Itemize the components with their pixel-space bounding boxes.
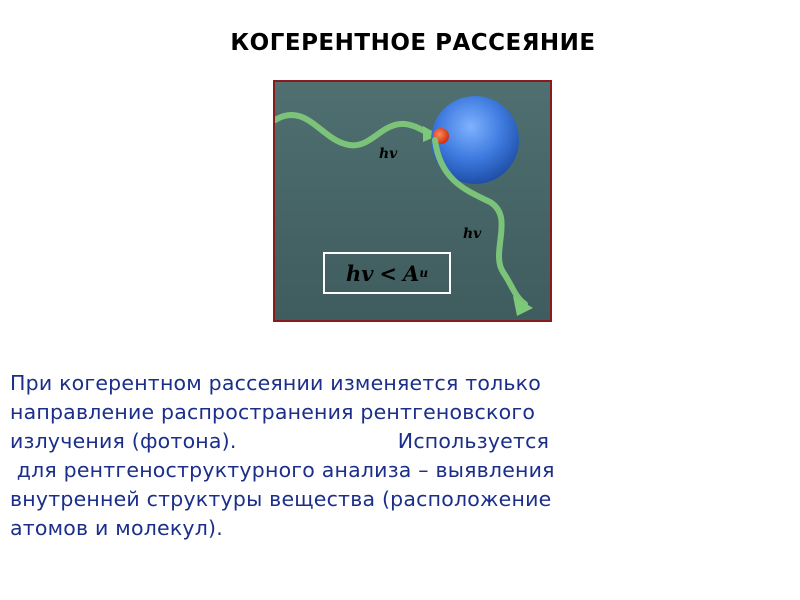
body-line-4: для рентгеноструктурного анализа – выявления: [10, 458, 555, 482]
coherent-scattering-figure: [273, 80, 552, 322]
body-line-6: атомов и молекул).: [10, 516, 223, 540]
body-paragraph: [10, 369, 794, 543]
formula-operator: <: [379, 260, 398, 286]
formula-box: [323, 252, 451, 294]
body-line-3: излучения (фотона). Используется: [10, 429, 550, 453]
body-line-1: При когерентном рассеянии изменяется только: [10, 371, 541, 395]
scattered-photon-label: hv: [463, 226, 482, 242]
body-line-2: направление распространения рентгеновского: [10, 400, 536, 424]
formula-rhs: A: [403, 260, 420, 286]
incoming-photon-label: hv: [379, 146, 398, 162]
formula-lhs: hv: [345, 260, 374, 286]
formula-rhs-subscript: u: [419, 266, 429, 280]
slide-title: КОГЕРЕНТНОЕ РАССЕЯНИЕ: [230, 30, 596, 56]
body-line-5: внутренней структуры вещества (расположение: [10, 487, 552, 511]
